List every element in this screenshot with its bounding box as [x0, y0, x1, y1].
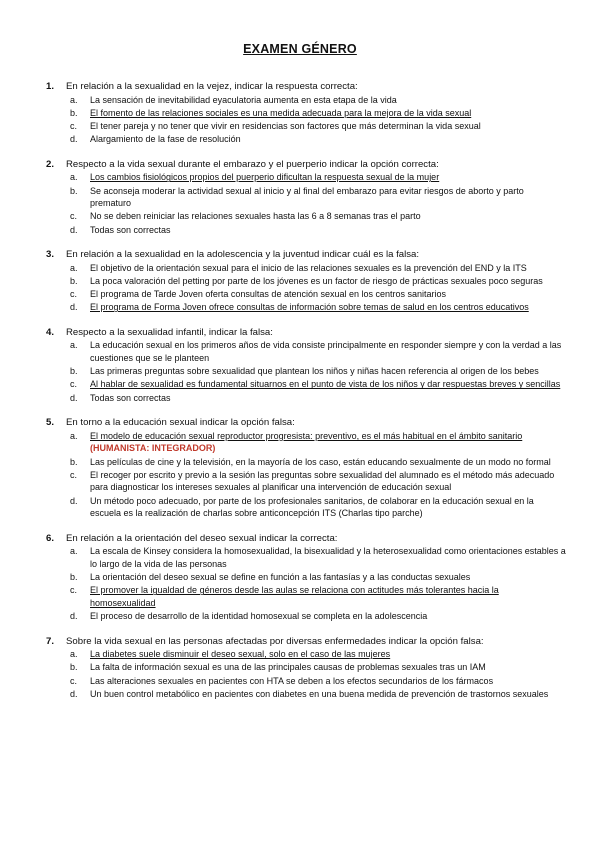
question-item — [46, 416, 566, 520]
question-number: 5. — [46, 417, 55, 429]
answer-option — [70, 262, 566, 275]
question-item — [46, 635, 566, 701]
option-body — [90, 661, 566, 674]
option-list — [70, 262, 566, 314]
option-body — [90, 430, 566, 455]
option-letter: c. — [70, 585, 78, 596]
option-text: Las primeras preguntas sobre sexualidad que plantean los niños y niñas hacen referencia al origen de los bebes — [90, 366, 539, 377]
option-letter: c. — [70, 211, 78, 222]
answer-option — [70, 661, 566, 674]
answer-option — [70, 288, 566, 301]
option-body — [90, 584, 566, 609]
question-heading — [46, 326, 566, 339]
option-list — [70, 171, 566, 236]
option-letter: a. — [70, 430, 78, 441]
question-text: En torno a la educación sexual indicar la opción falsa: — [66, 417, 295, 429]
option-text: Se aconseja moderar la actividad sexual al inicio y al final del embarazo para evitar riesgos de aborto y parto prematuro — [90, 185, 524, 209]
option-body — [90, 224, 566, 237]
marked-answer-text: El fomento de las relaciones sociales es una medida adecuada para la mejora de la vida sexual — [90, 107, 472, 118]
option-letter: b. — [70, 456, 78, 467]
marked-answer-text: El promover la igualdad de géneros desde las aulas se relaciona con actitudes más tolerantes hacia la homosexualidad — [90, 585, 499, 608]
option-body — [90, 133, 566, 146]
option-list — [70, 648, 566, 700]
option-body — [90, 94, 566, 107]
option-text: Las películas de cine y la televisión, en la mayoría de los caso, están educando sexualmente de un modo no formal — [90, 456, 551, 467]
option-text: Alargamiento de la fase de resolución — [90, 134, 241, 145]
option-letter: c. — [70, 469, 78, 480]
option-body — [90, 262, 566, 275]
option-list — [70, 545, 566, 622]
answer-option — [70, 469, 566, 494]
option-body — [90, 378, 566, 391]
option-body — [90, 107, 566, 120]
option-body — [90, 495, 566, 520]
answer-option — [70, 210, 566, 223]
answer-option — [70, 392, 566, 405]
option-letter: b. — [70, 662, 78, 673]
question-heading — [46, 80, 566, 93]
question-item — [46, 80, 566, 146]
option-text: El recoger por escrito y previo a la sesión las preguntas sobre sexualidad del alumnado es el método más adecuado para diagnosticar los intereses sexuales al planificar una intervención de educación sexual — [90, 469, 555, 493]
option-letter: c. — [70, 675, 78, 686]
option-body — [90, 288, 566, 301]
question-number: 3. — [46, 249, 55, 261]
question-number: 6. — [46, 532, 55, 544]
question-text: En relación a la sexualidad en la adolescencia y la juventud indicar cuál es la falsa: — [66, 249, 420, 261]
option-letter: d. — [70, 495, 78, 506]
answer-option — [70, 224, 566, 237]
option-text: La falta de información sexual es una de las principales causas de problemas sexuales tras un IAM — [90, 662, 486, 673]
option-text: Todas son correctas — [90, 392, 171, 403]
marked-answer-text: El programa de Forma Joven ofrece consultas de información sobre temas de salud en los centros educativos — [90, 302, 529, 313]
option-text: La poca valoración del petting por parte de los jóvenes es un factor de riesgo de prácticas sexuales poco seguras — [90, 275, 543, 286]
option-letter: a. — [70, 546, 78, 557]
answer-option — [70, 365, 566, 378]
option-text: La escala de Kinsey considera la homosexualidad, la bisexualidad y la heterosexualidad como orientaciones estables a lo largo de la vida de las personas — [90, 546, 566, 569]
question-item — [46, 158, 566, 236]
marked-answer-text: El modelo de educación sexual reproductor progresista: preventivo, es el más habitual en el ámbito sanitario — [90, 430, 523, 441]
answer-option — [70, 94, 566, 107]
option-body — [90, 675, 566, 688]
option-letter: b. — [70, 366, 78, 377]
option-letter: d. — [70, 611, 78, 622]
option-letter: c. — [70, 289, 78, 300]
answer-option — [70, 301, 566, 314]
option-letter: d. — [70, 392, 78, 403]
question-heading — [46, 248, 566, 261]
option-body — [90, 469, 566, 494]
option-text: El tener pareja y no tener que vivir en residencias son factores que más determinan la vida sexual — [90, 120, 481, 131]
answer-option — [70, 378, 566, 391]
option-body — [90, 339, 566, 364]
question-text: Respecto a la vida sexual durante el embarazo y el puerperio indicar la opción correcta: — [66, 158, 439, 170]
answer-option — [70, 495, 566, 520]
option-body — [90, 210, 566, 223]
question-heading — [46, 158, 566, 171]
option-letter: b. — [70, 185, 78, 196]
answer-option — [70, 610, 566, 623]
option-letter: a. — [70, 94, 78, 105]
option-text: No se deben reiniciar las relaciones sexuales hasta las 6 a 8 semanas tras el parto — [90, 211, 421, 222]
option-body — [90, 120, 566, 133]
answer-option — [70, 120, 566, 133]
option-text: La orientación del deseo sexual se define en función a las fantasías y a las conductas sexuales — [90, 572, 471, 583]
option-letter: d. — [70, 302, 78, 313]
option-letter: d. — [70, 224, 78, 235]
option-letter: d. — [70, 688, 78, 699]
option-text: El objetivo de la orientación sexual para el inicio de las relaciones sexuales es la prevención del END y la ITS — [90, 262, 527, 273]
answer-option — [70, 456, 566, 469]
option-text: El programa de Tarde Joven oferta consultas de atención sexual en los centros sanitarios — [90, 289, 447, 300]
annotation-note: (HUMANISTA: INTEGRADOR) — [90, 443, 216, 454]
option-letter: a. — [70, 340, 78, 351]
question-list — [46, 80, 566, 712]
option-letter: d. — [70, 134, 78, 145]
question-text: En relación a la sexualidad en la vejez, indicar la respuesta correcta: — [66, 81, 358, 92]
question-number: 1. — [46, 81, 55, 92]
answer-option — [70, 584, 566, 609]
option-body — [90, 688, 566, 701]
option-letter: a. — [70, 649, 78, 660]
question-number: 2. — [46, 158, 55, 170]
option-letter: a. — [70, 172, 78, 183]
answer-option — [70, 430, 566, 455]
option-body — [90, 456, 566, 469]
option-text: Un método poco adecuado, por parte de los profesionales sanitarios, de colaborar en la educación sexual en la escuela es la realización de charlas sobre anticoncepción ITS (Charlas tipo parche) — [90, 495, 534, 519]
option-body — [90, 301, 566, 314]
option-body — [90, 275, 566, 288]
marked-answer-text: Al hablar de sexualidad es fundamental situarnos en el punto de vista de los niños y dar respuestas breves y sencillas — [90, 379, 561, 390]
question-item — [46, 326, 566, 404]
option-body — [90, 365, 566, 378]
option-body — [90, 185, 566, 210]
question-number: 7. — [46, 635, 55, 647]
option-list — [70, 339, 566, 404]
answer-option — [70, 107, 566, 120]
option-text: La sensación de inevitabilidad eyaculatoria aumenta en esta etapa de la vida — [90, 94, 397, 105]
answer-option — [70, 675, 566, 688]
question-text: Respecto a la sexualidad infantil, indicar la falsa: — [66, 326, 273, 338]
question-number: 4. — [46, 326, 55, 338]
answer-option — [70, 688, 566, 701]
option-letter: b. — [70, 275, 78, 286]
marked-answer-text: La diabetes suele disminuir el deseo sexual, solo en el caso de las mujeres — [90, 649, 391, 660]
option-body — [90, 392, 566, 405]
page-title: EXAMEN GÉNERO — [243, 42, 357, 56]
answer-option — [70, 648, 566, 661]
option-text: Las alteraciones sexuales en pacientes con HTA se deben a los efectos secundarios de los fármacos — [90, 675, 494, 686]
option-letter: c. — [70, 379, 78, 390]
option-list — [70, 94, 566, 146]
option-body — [90, 610, 566, 623]
question-item — [46, 248, 566, 314]
answer-option — [70, 171, 566, 184]
answer-option — [70, 275, 566, 288]
option-letter: b. — [70, 107, 78, 118]
option-letter: c. — [70, 120, 78, 131]
option-text: La educación sexual en los primeros años de vida consiste principalmente en responder siempre y con la verdad a las cuestiones que se le planteen — [90, 340, 562, 364]
question-text: En relación a la orientación del deseo sexual indicar la correcta: — [66, 532, 338, 544]
question-heading — [46, 532, 566, 545]
option-list — [70, 430, 566, 520]
option-body — [90, 545, 566, 570]
answer-option — [70, 185, 566, 210]
question-item — [46, 532, 566, 623]
option-body — [90, 648, 566, 661]
question-heading — [46, 635, 566, 648]
answer-option — [70, 339, 566, 364]
marked-answer-text: Los cambios fisiológicos propios del puerperio dificultan la respuesta sexual de la mujer — [90, 172, 440, 183]
answer-option — [70, 133, 566, 146]
option-letter: a. — [70, 262, 78, 273]
option-text: Un buen control metabólico en pacientes con diabetes en una buena medida de prevención de trastornos sexuales — [90, 688, 549, 699]
option-body — [90, 171, 566, 184]
option-text: El proceso de desarrollo de la identidad homosexual se completa en la adolescencia — [90, 611, 428, 622]
option-text: Todas son correctas — [90, 224, 171, 235]
option-body — [90, 571, 566, 584]
answer-option — [70, 545, 566, 570]
option-letter: b. — [70, 572, 78, 583]
answer-option — [70, 571, 566, 584]
question-heading — [46, 416, 566, 429]
question-text: Sobre la vida sexual en las personas afectadas por diversas enfermedades indicar la opción falsa: — [66, 635, 484, 647]
